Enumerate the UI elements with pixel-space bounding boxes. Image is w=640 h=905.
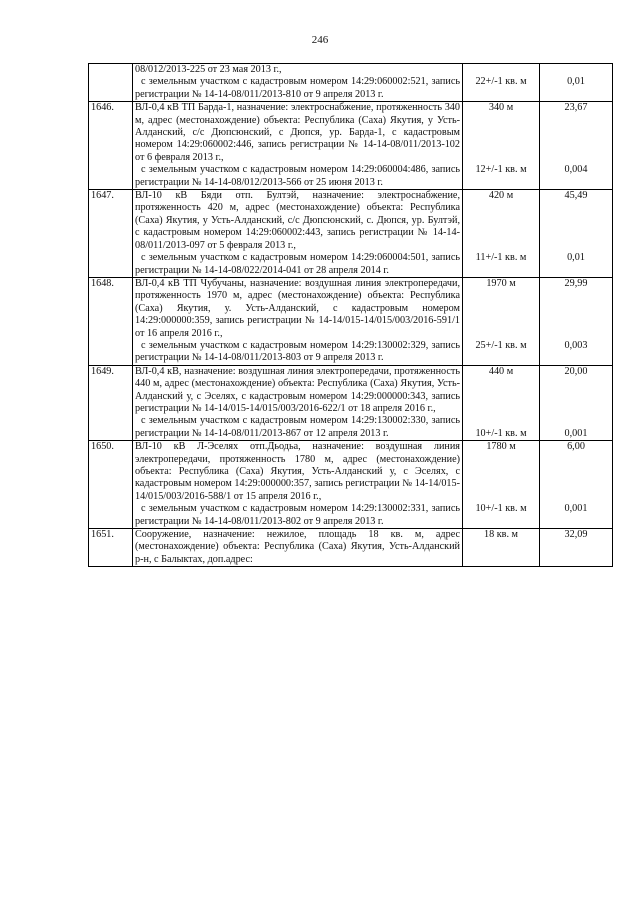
object-size: 1970 м — [486, 277, 516, 289]
object-size: 11+/-1 кв. м — [475, 252, 527, 264]
object-value-cell — [540, 277, 613, 365]
object-size-cell — [463, 64, 540, 102]
registry-table — [88, 63, 613, 567]
object-size-cell — [463, 102, 540, 190]
object-value: 0,001 — [564, 503, 588, 515]
land-plot-paragraph: с земельным участком с кадастровым номером 14:29:130002:329, запись регистрации № 14-14-08/011/2013-803 от 9 апреля 2013 г. — [135, 339, 460, 364]
object-value: 0,001 — [564, 427, 588, 439]
row-number: 1650. — [89, 441, 133, 529]
object-value: 45,49 — [564, 190, 588, 202]
object-value: 32,09 — [564, 529, 588, 541]
object-size — [465, 64, 537, 76]
object-size-cell — [463, 190, 540, 278]
row-number: 1649. — [89, 365, 133, 440]
object-size-cell — [463, 277, 540, 365]
object-value — [542, 64, 610, 76]
land-plot-paragraph: с земельным участком с кадастровым номером 14:29:060004:486, запись регистрации № 14-14-08/012/2013-566 от 25 июня 2013 г. — [135, 164, 460, 188]
object-size: 440 м — [488, 365, 514, 377]
object-description — [133, 365, 463, 440]
object-size: 10+/-1 кв. м — [475, 503, 527, 515]
row-number: 1651. — [89, 529, 133, 567]
table-row — [89, 64, 613, 102]
page-number: 246 — [311, 34, 329, 46]
object-value: 20,00 — [564, 365, 588, 377]
object-paragraph: ВЛ-0,4 кВ ТП Чубучаны, назначение: воздушная линия электропередачи, протяженность 1970 м, адрес (местонахождение) объекта: Республика (Саха) Якутия, у. Усть-Алданский, с кадастровым номером 14:29:000000:359, запись регистрации № 14-14/015-14/015/003/2016-591/1 от 16 апреля 2016 г., — [135, 277, 460, 339]
land-plot-paragraph: с земельным участком с кадастровым номером 14:29:060004:501, запись регистрации № 14-14-08/022/2014-041 от 28 апреля 2014 г. — [135, 252, 460, 276]
object-size: 22+/-1 кв. м — [475, 76, 527, 88]
row-number — [89, 64, 133, 102]
object-description — [133, 64, 463, 102]
object-paragraph: 08/012/2013-225 от 23 мая 2013 г., — [135, 64, 282, 75]
row-number: 1646. — [89, 102, 133, 190]
registry-body — [89, 64, 613, 567]
land-plot-paragraph: с земельным участком с кадастровым номером 14:29:130002:330, запись регистрации № 14-14-08/011/2013-867 от 12 апреля 2013 г. — [135, 415, 460, 439]
object-size-cell — [463, 365, 540, 440]
object-size: 1780 м — [486, 441, 516, 453]
object-value-cell — [540, 365, 613, 440]
object-size-cell — [463, 529, 540, 567]
table-row — [89, 529, 613, 567]
object-value: 23,67 — [564, 102, 588, 114]
object-description — [133, 441, 463, 529]
object-value: 6,00 — [567, 441, 585, 453]
object-value-cell — [540, 529, 613, 567]
object-paragraph: ВЛ-10 кВ Бяди отп. Бултэй, назначение: электроснабжение, протяженность 420 м, адрес (местонахождение) объекта: Республика (Саха) Якутия, у Усть-Алданский, с/с Дюпсюнский, с. Дюпся, ур. Бултэй, с кадастровым номером 14:29:060002:443, запись регистрации № 14-14-08/011/2013-097 от 5 февраля 2013 г., — [135, 190, 460, 251]
object-size: 340 м — [488, 102, 514, 114]
object-size: 10+/-1 кв. м — [475, 427, 527, 439]
object-size: 12+/-1 кв. м — [475, 164, 527, 176]
table-row — [89, 365, 613, 440]
object-value-cell — [540, 441, 613, 529]
row-number: 1648. — [89, 277, 133, 365]
land-plot-paragraph: с земельным участком с кадастровым номером 14:29:060002:521, запись регистрации № 14-14-08/011/2013-810 от 9 апреля 2013 г. — [135, 76, 460, 100]
object-description — [133, 102, 463, 190]
object-value: 0,003 — [564, 339, 588, 351]
object-value: 0,01 — [567, 76, 585, 88]
row-number: 1647. — [89, 190, 133, 278]
table-row — [89, 441, 613, 529]
object-value: 29,99 — [564, 277, 588, 289]
object-size: 25+/-1 кв. м — [475, 339, 527, 351]
object-paragraph: ВЛ-10 кВ Л-Эселях отп.Дьодьа, назначение: воздушная линия электропередачи, протяженность 1780 м, адрес (местонахождение) объекта: Республика (Саха) Якутия, Усть-Алданский у, с Эселях, с кадастровым номером 14:29:000000:357, запись регистрации № 14-14/015-14/015/003/2016-588/1 от 15 апреля 2016 г., — [135, 441, 460, 502]
object-value-cell — [540, 64, 613, 102]
object-size-cell — [463, 441, 540, 529]
object-size: 420 м — [488, 190, 514, 202]
object-description — [133, 529, 463, 567]
object-description — [133, 277, 463, 365]
object-paragraph: ВЛ-0,4 кВ, назначение: воздушная линия электропередачи, протяженность 440 м, адрес (местонахождение) объекта: Республика (Саха) Якутия, Усть-Алданский у, с Эселях, с кадастровым номером 14:29:000000:343, запись регистрации № 14-14/015-14/015/003/2016-622/1 от 18 апреля 2016 г., — [135, 365, 460, 414]
object-description — [133, 190, 463, 278]
land-plot-paragraph: с земельным участком с кадастровым номером 14:29:130002:331, запись регистрации № 14-14-08/011/2013-802 от 9 апреля 2013 г. — [135, 503, 460, 527]
object-value: 0,004 — [564, 164, 588, 176]
object-paragraph: Сооружение, назначение: нежилое, площадь 18 кв. м, адрес (местонахождение) объекта: Республика (Саха) Якутия, Усть-Алданский р-н, с Балыктах, доп.адрес: — [135, 529, 460, 565]
table-row — [89, 102, 613, 190]
object-value: 0,01 — [567, 252, 585, 264]
object-value-cell — [540, 102, 613, 190]
object-value-cell — [540, 190, 613, 278]
table-row — [89, 190, 613, 278]
table-row — [89, 277, 613, 365]
object-size: 18 кв. м — [483, 529, 519, 541]
object-paragraph: ВЛ-0,4 кВ ТП Барда-1, назначение: электроснабжение, протяженность 340 м, адрес (местонахождение) объекта: Республика (Саха) Якутия, у Усть-Алданский, с/с Дюпсюнский, с Дюпся, ур. Барда-1, с кадастровым номером 14:29:060002:446, запись регистрации № 14-14-08/011/2013-102 от 6 февраля 2013 г., — [135, 102, 460, 163]
